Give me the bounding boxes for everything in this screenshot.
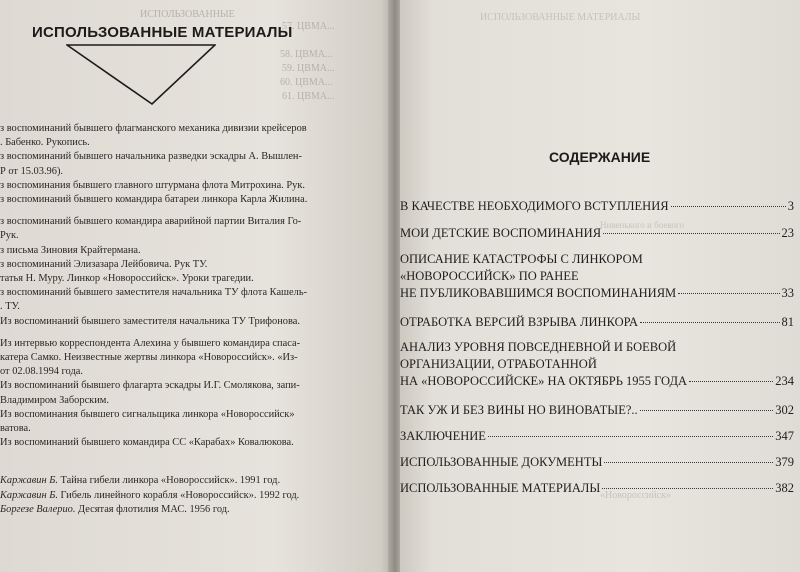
- toc-page-number: 382: [775, 481, 794, 495]
- toc-entry[interactable]: [400, 225, 794, 242]
- list-item: ватова.: [0, 423, 31, 435]
- list-item: Из воспоминания бывшего сигнальщика линкора «Новороссийск»: [0, 408, 295, 420]
- toc-page-number: 23: [781, 226, 794, 240]
- bibliography-author: Каржавин Б.: [0, 489, 58, 501]
- materials-list: [0, 122, 380, 517]
- bleed-text: 57. ЦВМА...: [282, 21, 335, 32]
- toc-entry[interactable]: [400, 428, 794, 445]
- bibliography-item: [0, 503, 380, 517]
- section-title: ИСПОЛЬЗОВАННЫЕ МАТЕРИАЛЫ: [32, 24, 293, 41]
- toc-page-number: 81: [781, 315, 794, 329]
- dot-leader: [602, 487, 773, 489]
- list-item: з воспоминаний бывшего заместителя начальника ТУ флота Кашель-: [0, 287, 308, 299]
- toc-entry[interactable]: [400, 339, 794, 390]
- toc-entry-title: НЕ ПУБЛИКОВАВШИМСЯ ВОСПОМИНАНИЯМ: [400, 286, 677, 300]
- toc-entry-line: ОРГАНИЗАЦИИ, ОТРАБОТАННОЙ: [400, 357, 597, 371]
- toc-entry[interactable]: [400, 251, 794, 302]
- dot-leader: [689, 380, 773, 382]
- bibliography-author: Боргезе Валерио.: [0, 503, 76, 515]
- list-item: Р от 15.03.96).: [0, 165, 63, 177]
- list-item: з воспоминаний бывшего командира батареи линкора Карла Жилина.: [0, 194, 308, 206]
- bibliography-author: Каржавин Б.: [0, 475, 58, 487]
- bleed-text: 58. ЦВМА...: [280, 49, 333, 60]
- left-page: [0, 0, 392, 572]
- bibliography-text: Гибель линейного корабля «Новороссийск». 1992 год.: [57, 489, 300, 501]
- toc-page-number: 234: [775, 374, 794, 388]
- bibliography-item: [0, 489, 380, 503]
- bibliography-text: Тайна гибели линкора «Новороссийск». 1991 год.: [57, 475, 281, 487]
- bleed-text: 59. ЦВМА...: [282, 63, 335, 74]
- dot-leader: [603, 232, 779, 234]
- list-item: з воспоминаний бывшего флагманского механика дивизии крейсеров: [0, 123, 307, 134]
- toc-entry-title: МОИ ДЕТСКИЕ ВОСПОМИНАНИЯ: [400, 226, 602, 240]
- list-item: . Бабенко. Рукопись.: [0, 137, 90, 149]
- dot-leader: [671, 205, 786, 207]
- toc-page-number: 379: [775, 455, 794, 469]
- toc-entry[interactable]: [400, 454, 794, 471]
- list-item: Из воспоминаний бывшего флагарта эскадры И.Г. Смолякова, запи-: [0, 380, 300, 392]
- list-item: Из интервью корреспондента Алехина у бывшего командира спаса-: [0, 337, 301, 349]
- dot-leader: [640, 321, 779, 323]
- toc-page-number: 302: [775, 403, 794, 417]
- bibliography-text: Десятая флотилия МАС. 1956 год.: [75, 503, 230, 515]
- toc-entry-line: ОПИСАНИЕ КАТАСТРОФЫ С ЛИНКОРОМ: [400, 252, 643, 266]
- toc-entry-title: ТАК УЖ И БЕЗ ВИНЫ НО ВИНОВАТЫЕ?..: [400, 403, 638, 417]
- bleed-text: Нивенького и боевого: [600, 220, 684, 230]
- dot-leader: [604, 461, 773, 463]
- toc-entry-title: ИСПОЛЬЗОВАННЫЕ МАТЕРИАЛЫ: [400, 481, 601, 495]
- list-item: з воспоминаний Элизазара Лейбовича. Рук ТУ.: [0, 258, 208, 270]
- bleed-text: ИСПОЛЬЗОВАННЫЕ МАТЕРИАЛЫ: [480, 12, 641, 23]
- toc-entry[interactable]: [400, 198, 794, 215]
- toc-entry-line: «НОВОРОССИЙСК» ПО РАНЕЕ: [400, 269, 579, 283]
- list-item: . ТУ.: [0, 301, 20, 313]
- toc-page-number: 347: [775, 429, 794, 443]
- toc-page-number: 33: [781, 286, 794, 300]
- toc-entry-title: НА «НОВОРОССИЙСКЕ» НА ОКТЯБРЬ 1955 ГОДА: [400, 374, 688, 388]
- bleed-text: 60. ЦВМА...: [280, 77, 333, 88]
- dot-leader: [488, 435, 773, 437]
- contents-title: СОДЕРЖАНИЕ: [549, 149, 651, 165]
- list-item: Владимиром Заборским.: [0, 394, 109, 406]
- list-item: катера Самко. Неизвестные жертвы линкора «Новороссийск». «Из-: [0, 352, 298, 364]
- toc-entry[interactable]: [400, 314, 794, 331]
- bleed-text: 61. ЦВМА...: [282, 91, 335, 102]
- toc-entry-title: ЗАКЛЮЧЕНИЕ: [400, 429, 486, 443]
- list-item: з воспоминания бывшего главного штурмана флота Митрохина. Рук.: [0, 179, 305, 191]
- toc-entry-title: ИСПОЛЬЗОВАННЫЕ ДОКУМЕНТЫ: [400, 455, 603, 469]
- list-item: з письма Зиновия Крайтермана.: [0, 244, 141, 256]
- list-item: з воспоминаний бывшего начальника разведки эскадры А. Вышлен-: [0, 151, 302, 163]
- toc-page-number: 3: [787, 199, 794, 213]
- triangle-ornament-icon: [66, 44, 216, 106]
- dot-leader: [640, 409, 774, 411]
- dot-leader: [678, 292, 779, 294]
- toc-entry-title: ОТРАБОТКА ВЕРСИЙ ВЗРЫВА ЛИНКОРА: [400, 315, 639, 329]
- bleed-text: «Новороссийск»: [600, 490, 672, 501]
- list-item: татья Н. Муру. Линкор «Новороссийск». Уроки трагедии.: [0, 273, 254, 285]
- toc-entry[interactable]: [400, 402, 794, 419]
- toc-entry-line: АНАЛИЗ УРОВНЯ ПОВСЕДНЕВНОЙ И БОЕВОЙ: [400, 340, 677, 354]
- bibliography-item: [0, 474, 380, 488]
- list-item: Из воспоминаний бывшего командира СС «Карабах» Ковалюкова.: [0, 437, 294, 449]
- list-item: от 02.08.1994 года.: [0, 366, 83, 378]
- toc-entry-title: В КАЧЕСТВЕ НЕОБХОДИМОГО ВСТУПЛЕНИЯ: [400, 199, 669, 213]
- list-item: Рук.: [0, 230, 19, 242]
- list-item: Из воспоминаний бывшего заместителя начальника ТУ Трифонова.: [0, 315, 300, 327]
- bleed-text: ИСПОЛЬЗОВАННЫЕ: [140, 9, 235, 20]
- list-item: з воспоминаний бывшего командира аварийной партии Виталия Го-: [0, 216, 302, 228]
- toc-entry[interactable]: [400, 480, 794, 497]
